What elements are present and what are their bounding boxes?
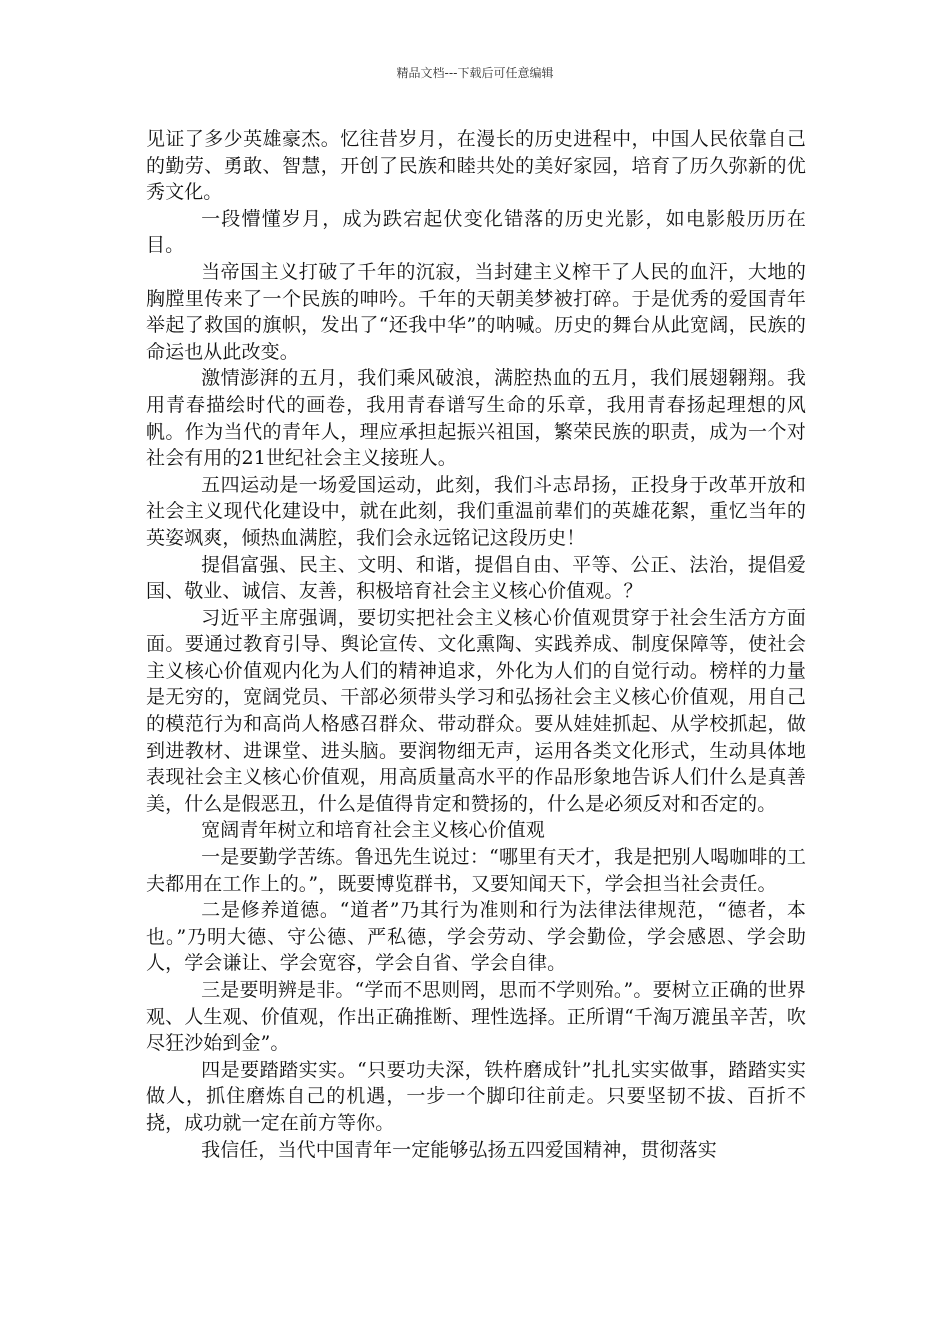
paragraph: 提倡富强、民主、文明、和谐，提倡自由、平等、公正、法治，提倡爱国、敬业、诚信、友善，积极培育社会主义核心价值观。？	[146, 553, 806, 603]
paragraph: 激情澎湃的五月，我们乘风破浪，满腔热血的五月，我们展翅翱翔。我用青春描绘时代的画卷，我用青春谱写生命的乐章，我用青春扬起理想的风帆。作为当代的青年人，理应承担起振兴祖国，繁荣民族的职责，成为一个对社会有用的21世纪社会主义接班人。	[146, 367, 806, 470]
section-heading: 宽阔青年树立和培育社会主义核心价值观	[201, 819, 545, 842]
paragraph: 当帝国主义打破了千年的沉寂，当封建主义榨干了人民的血汗，大地的胸膛里传来了一个民族的呻吟。千年的天朝美梦被打碎。于是优秀的爱国青年举起了救国的旗帜，发出了“还我中华”的呐喊。历史的舞台从此宽阔，民族的命运也从此改变。	[146, 260, 806, 363]
paragraph: 我信任，当代中国青年一定能够弘扬五四爱国精神，贯彻落实	[201, 1138, 717, 1161]
paragraph: 三是要明辨是非。“学而不思则罔，思而不学则殆。”。要树立正确的世界观、人生观、价值观，作出正确推断、理性选择。正所谓“千淘万漉虽辛苦，吹尽狂沙始到金”。	[146, 979, 806, 1055]
paragraph: 一是要勤学苦练。鲁迅先生说过：“哪里有天才，我是把别人喝咖啡的工夫都用在工作上的。”，既要博览群书，又要知闻天下，学会担当社会责任。	[146, 846, 806, 895]
paragraph: 习近平主席强调，要切实把社会主义核心价值观贯穿于社会生活方方面面。要通过教育引导、舆论宣传、文化熏陶、实践养成、制度保障等，使社会主义核心价值观内化为人们的精神追求，外化为人们的自觉行动。榜样的力量是无穷的，宽阔党员、干部必须带头学习和弘扬社会主义核心价值观，用自己的模范行为和高尚人格感召群众、带动群众。要从娃娃抓起、从学校抓起，做到进教材、进课堂、进头脑。要润物细无声，运用各类文化形式，生动具体地表现社会主义核心价值观，用高质量高水平的作品形象地告诉人们什么是真善美，什么是假恶丑，什么是值得肯定和赞扬的，什么是必须反对和否定的。	[146, 606, 806, 815]
paragraph: 二是修养道德。“道者”乃其行为准则和行为法律法律规范，“德者，本也。”乃明大德、守公德、严私德，学会劳动、学会勤俭，学会感恩、学会助人，学会谦让、学会宽容，学会自省、学会自律。	[146, 899, 806, 975]
paragraph: 见证了多少英雄豪杰。忆往昔岁月，在漫长的历史进程中，中国人民依靠自己的勤劳、勇敢、智慧，开创了民族和睦共处的美好家园，培育了历久弥新的优秀文化。	[146, 128, 806, 204]
paragraph: 一段懵懂岁月，成为跌宕起伏变化错落的历史光影，如电影般历历在目。	[146, 207, 806, 257]
paragraph: 五四运动是一场爱国运动，此刻，我们斗志昂扬，正投身于改革开放和社会主义现代化建设中，就在此刻，我们重温前辈们的英雄花絮，重忆当年的英姿飒爽，倾热血满腔，我们会永远铭记这段历史！	[146, 473, 806, 549]
page-header: 精品文档---下载后可任意编辑	[396, 66, 554, 80]
document-body	[146, 126, 806, 1163]
paragraph: 四是要踏踏实实。“只要功夫深，铁杵磨成针”扎扎实实做事，踏踏实实做人，抓住磨炼自己的机遇，一步一个脚印往前走。只要坚韧不拔、百折不挠，成功就一定在前方等你。	[146, 1058, 806, 1134]
